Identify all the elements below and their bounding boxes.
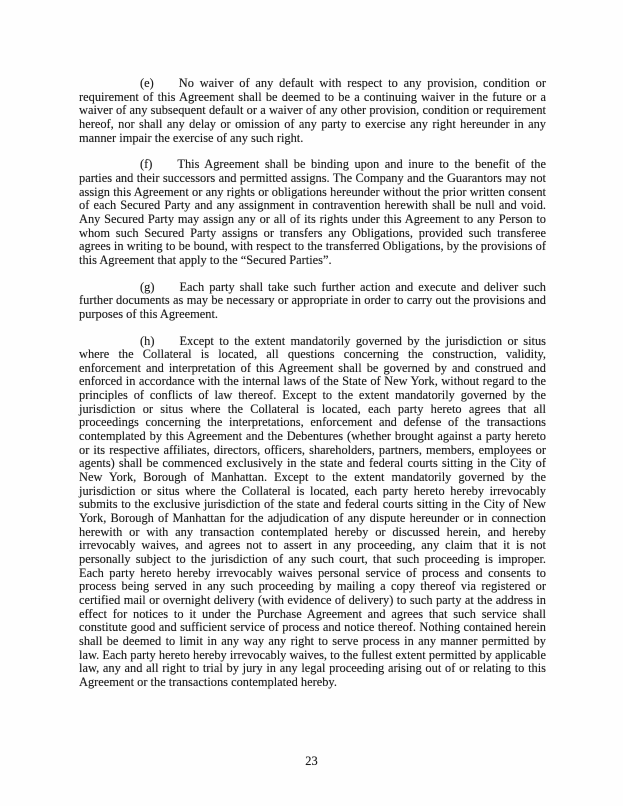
page-number: 23 (305, 754, 318, 768)
paragraph-f-label: (f) (140, 157, 153, 172)
paragraph-h-text: Except to the extent mandatorily governed by the jurisdiction or situs where the Collateral is located, all questions concerning the construction, validity, enforcement and interpretation of this Agreement shall be governed by and construed and enforced in accordance with the internal laws of the State of New York, without regard to the principles of conflicts of law thereof. Except to the extent mandatorily governed by the jurisdiction or situs where the Collateral is located, each party hereto agrees that all proceedings concerning the interpretations, enforcement and defense of the transactions contemplated by this Agreement and the Debentures (whether brought against a party hereto or its respective affiliates, directors, officers, shareholders, partners, members, employees or agents) shall be commenced exclusively in the state and federal courts sitting in the City of New York, Borough of Manhattan. Except to the extent mandatorily governed by the jurisdiction or situs where the Collateral is located, each party hereto hereby irrevocably submits to the exclusive jurisdiction of the state and federal courts sitting in the City of New York, Borough of Manhattan for the adjudication of any dispute hereunder or in connection herewith or with any transaction contemplated hereby or discussed herein, and hereby irrevocably waives, and agrees not to assert in any proceeding, any claim that it is not personally subject to the jurisdiction of any such court, that such proceeding is improper. Each party hereto hereby irrevocably waives personal service of process and consents to process being served in any such proceeding by mailing a copy thereof via registered or certified mail or overnight delivery (with evidence of delivery) to such party at the address in effect for notices to it under the Purchase Agreement and agrees that such service shall constitute good and sufficient service of process and notice thereof. Nothing contained herein shall be deemed to limit in any way any right to serve process in any manner permitted by law. Each party hereto hereby irrevocably waives, to the fullest extent permitted by applicable law, any and all right to trial by jury in any legal proceeding arising out of or relating to this Agreement or the transactions contemplated hereby. (79, 333, 546, 689)
paragraph-g-label: (g) (140, 279, 155, 294)
paragraph-g (79, 281, 546, 322)
paragraph-g-text: Each party shall take such further action and execute and deliver such further documents as may be necessary or appropriate in order to carry out the provisions and purposes of this Agreement. (79, 279, 546, 321)
paragraph-e (79, 77, 546, 145)
paragraph-h-label: (h) (140, 333, 155, 348)
paragraph-e-label: (e) (140, 76, 154, 90)
paragraph-h (79, 335, 546, 690)
paragraph-e-text: No waiver of any default with respect to any provision, condition or requirement of this Agreement shall be deemed to be a continuing waiver in the future or a waiver of any subsequent default or a waiver of any other provision, condition or requirement hereof, nor shall any delay or omission of any party to exercise any right hereunder in any manner impair the exercise of any such right. (79, 76, 546, 145)
page-body (79, 77, 546, 690)
paragraph-f (79, 158, 546, 267)
paragraph-f-text: This Agreement shall be binding upon and inure to the benefit of the parties and their successors and permitted assigns. The Company and the Guarantors may not assign this Agreement or any rights or obligations hereunder without the prior written consent of each Secured Party and any assignment in contravention herewith shall be null and void. Any Secured Party may assign any or all of its rights under this Agreement to any Person to whom such Secured Party assigns or transfers any Obligations, provided such transferee agrees in writing to be bound, with respect to the transferred Obligations, by the provisions of this Agreement that apply to the “Secured Parties”. (79, 157, 546, 267)
